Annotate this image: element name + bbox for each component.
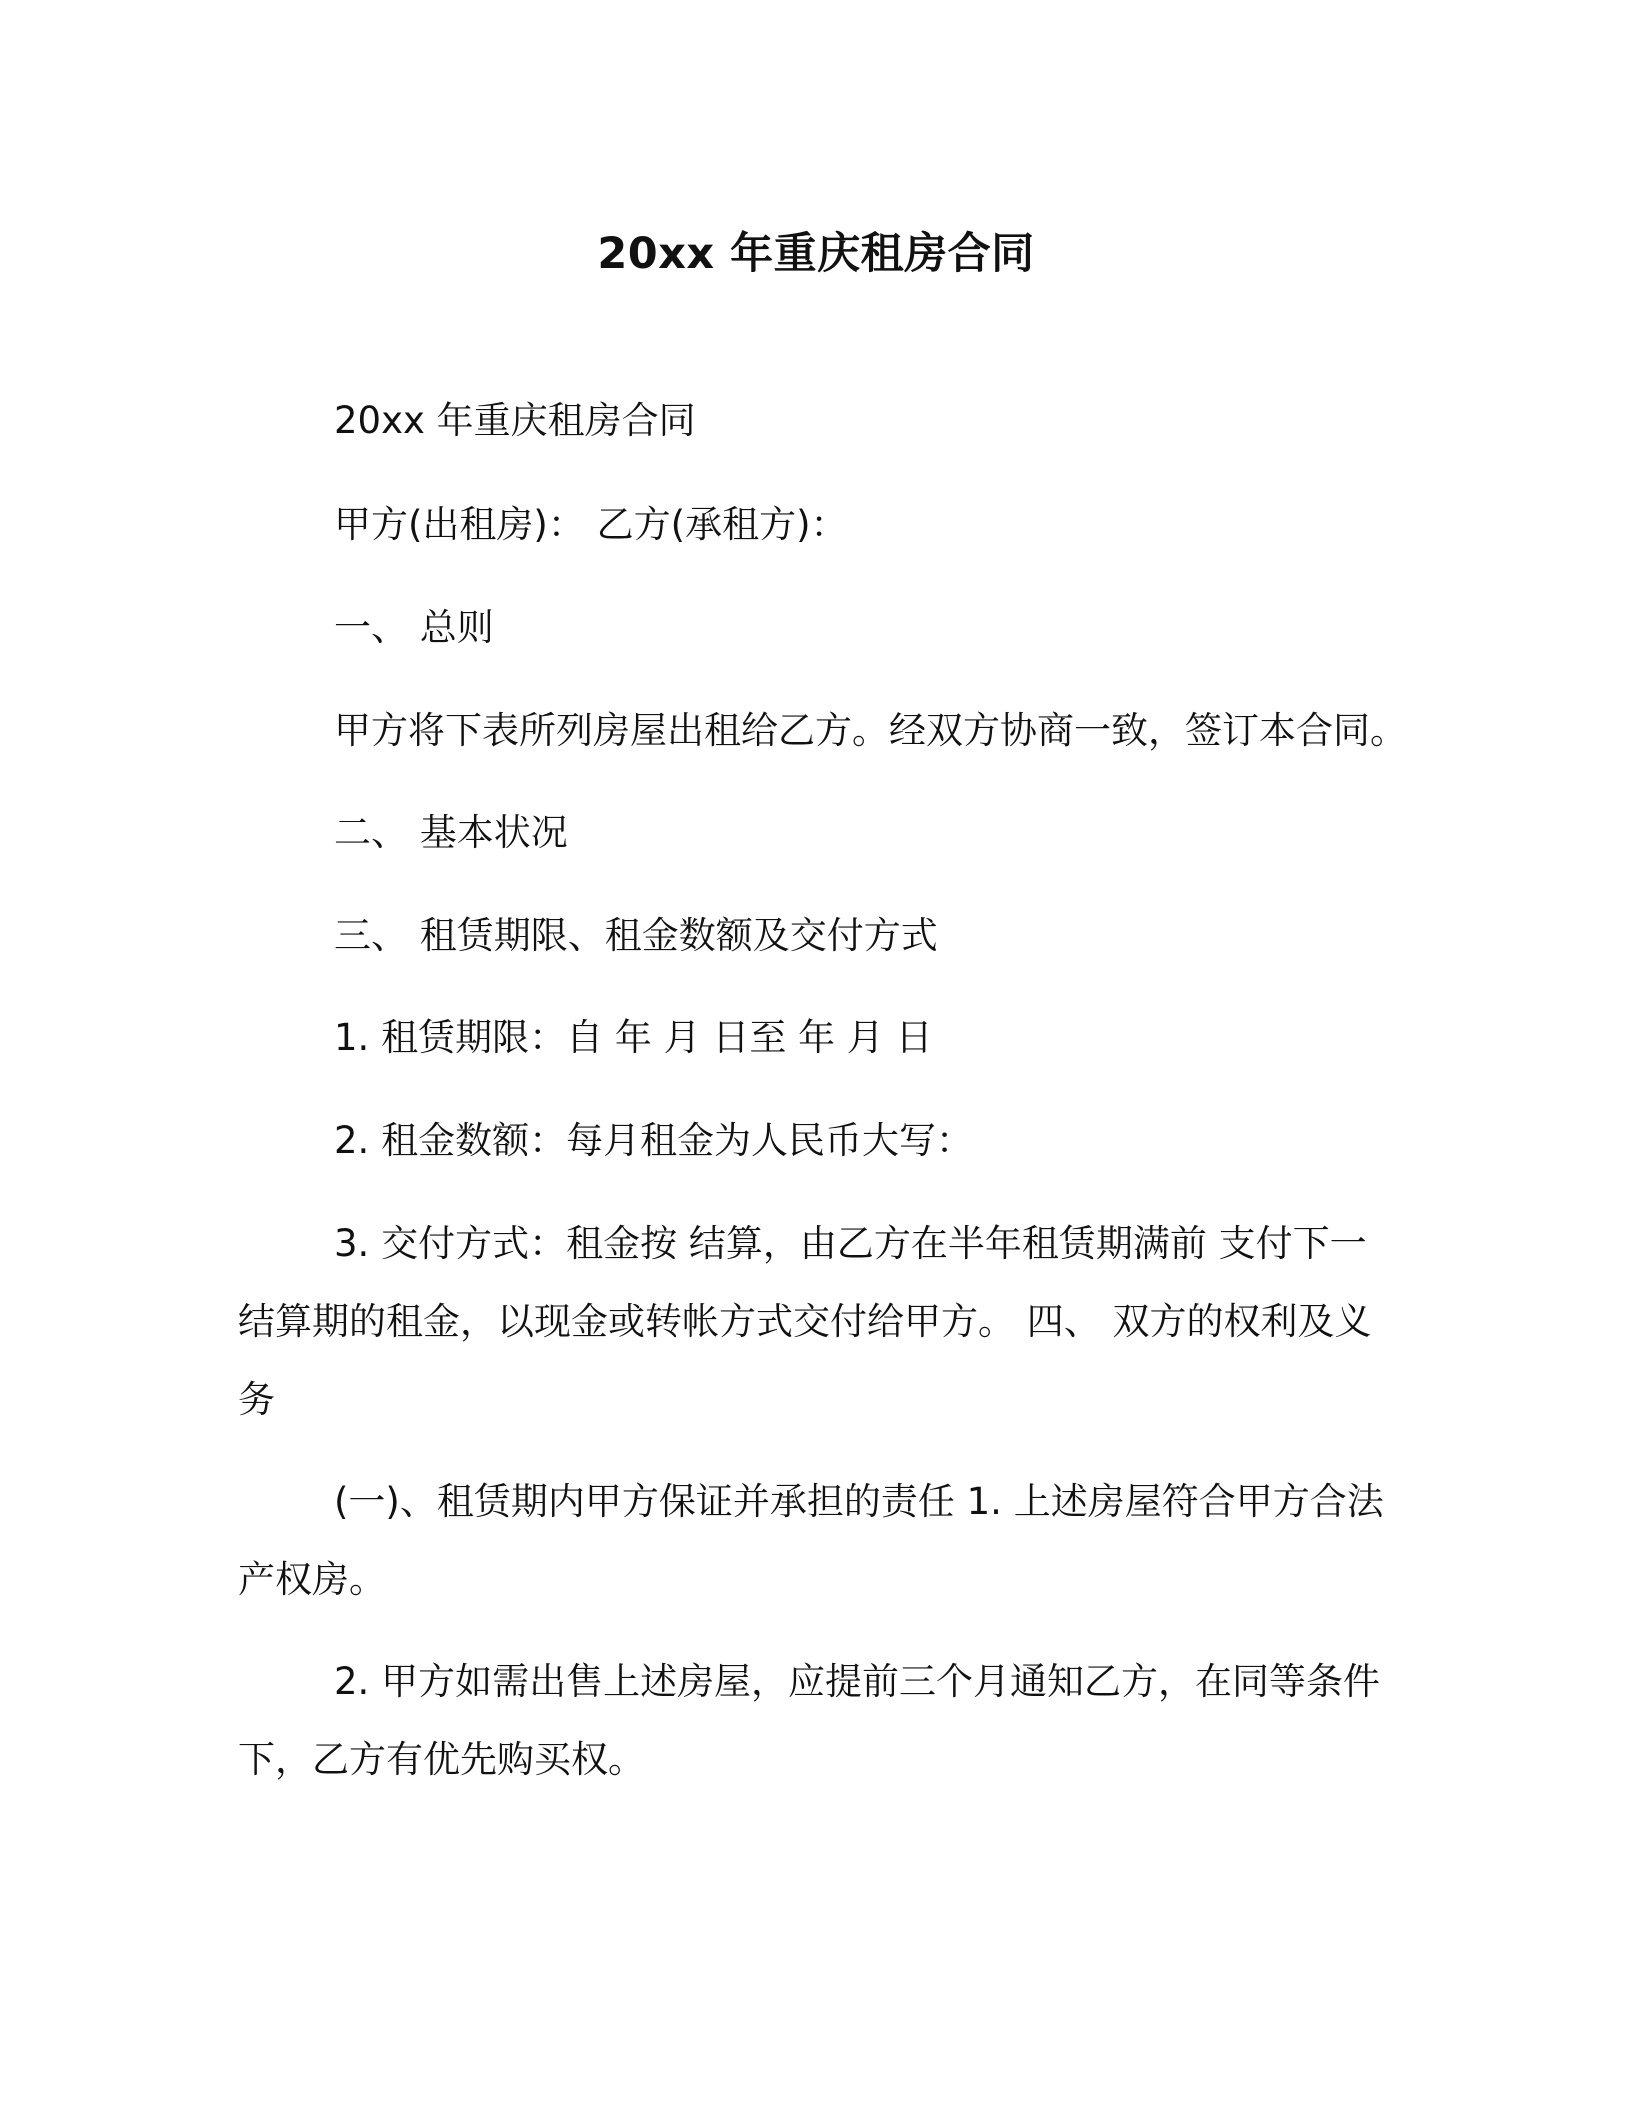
landlord-duty-paragraph xyxy=(238,1463,1388,1619)
paragraph-line: (一)、租赁期内甲方保证并承担的责任 1. 上述房屋符合甲方合法 xyxy=(334,1480,1384,1523)
paragraph-line: 产权房。 xyxy=(238,1558,386,1601)
rent-amount-line: 2. 租金数额：每月租金为人民币大写： xyxy=(334,1119,974,1162)
section-2-heading: 二、 基本状况 xyxy=(334,811,568,854)
lease-term-line: 1. 租赁期限：自 年 月 日至 年 月 日 xyxy=(334,1016,933,1059)
document-subtitle: 20xx 年重庆租房合同 xyxy=(334,399,696,442)
section-1-heading: 一、 总则 xyxy=(334,606,494,649)
paragraph-line: 下，乙方有优先购买权。 xyxy=(238,1738,645,1781)
section-1-text: 甲方将下表所列房屋出租给乙方。经双方协商一致，签订本合同。 xyxy=(334,709,1407,752)
section-3-heading: 三、 租赁期限、租金数额及交付方式 xyxy=(334,914,938,957)
payment-method-paragraph xyxy=(238,1205,1388,1439)
parties-line: 甲方(出租房)： 乙方(承租方)： xyxy=(334,503,848,546)
paragraph-line: 3. 交付方式：租金按 结算，由乙方在半年租赁期满前 支付下一 xyxy=(334,1222,1367,1265)
paragraph-line: 务 xyxy=(238,1378,275,1421)
paragraph-line: 结算期的租金，以现金或转帐方式交付给甲方。 四、 双方的权利及义 xyxy=(238,1300,1372,1343)
paragraph-line: 2. 甲方如需出售上述房屋，应提前三个月通知乙方，在同等条件 xyxy=(334,1660,1381,1703)
sale-notice-paragraph xyxy=(238,1643,1388,1799)
document-title: 20xx 年重庆租房合同 xyxy=(597,229,1035,279)
